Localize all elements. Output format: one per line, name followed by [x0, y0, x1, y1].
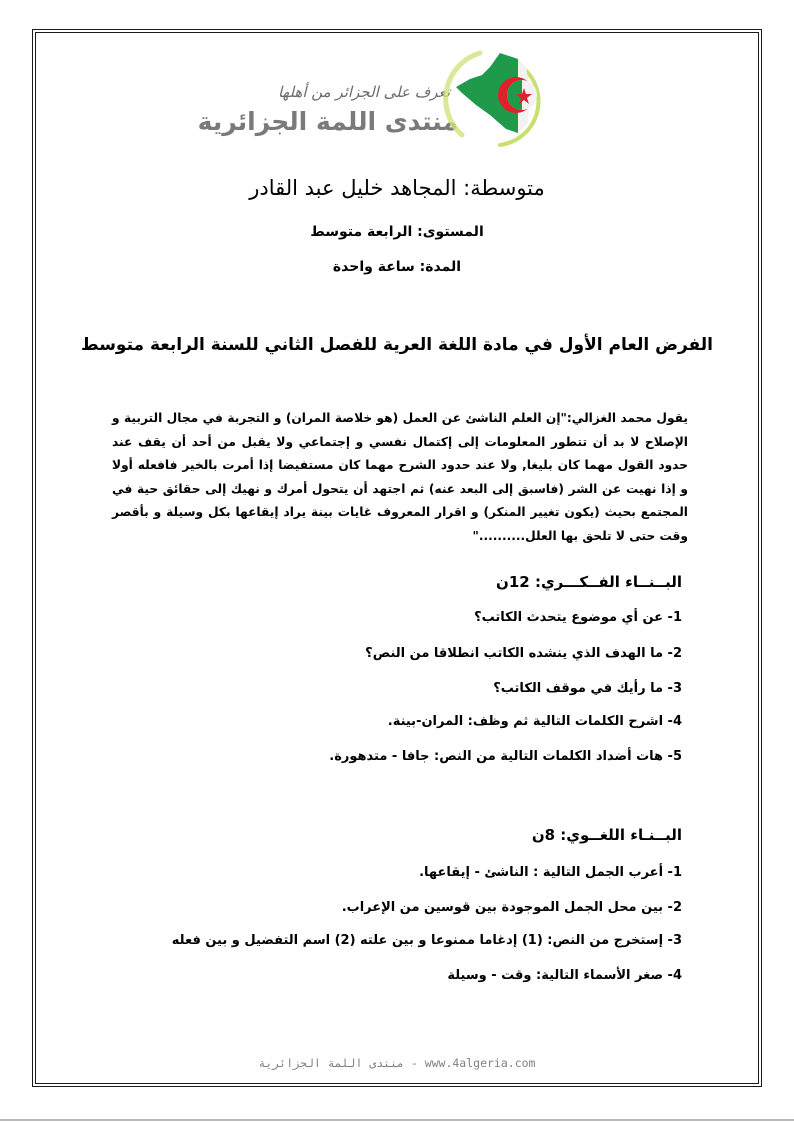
logo-tagline: تعرف على الجزائر من أهلها — [277, 83, 450, 101]
question-item: 3- ما رأيك في موقف الكاتب؟ — [493, 681, 682, 696]
question-item: 5- هات أضداد الكلمات التالية من النص: جافا - متدهورة. — [329, 749, 682, 764]
exam-title: الفرض العام الأول في مادة اللغة العرية للفصل الثاني للسنة الرابعة متوسط — [81, 335, 713, 355]
forum-logo — [197, 45, 550, 150]
page-footer: منتدى اللمة الجزائرية - www.4algeria.com — [258, 1056, 536, 1070]
school-name: متوسطة: المجاهد خليل عبد القادر — [249, 176, 545, 200]
question-item: 4- اشرح الكلمات التالية ثم وظف: المران-بينة. — [387, 714, 682, 729]
logo-name: منتدى اللمة الجزائرية — [197, 107, 458, 136]
section-title-comprehension: البــنــاء الفــكـــري: 12ن — [496, 573, 682, 591]
duration-label: المدة: ساعة واحدة — [332, 259, 462, 275]
question-item: 2- بين محل الجمل الموجودة بين قوسين من الإعراب. — [341, 900, 682, 915]
section-title-language: البــنـاء اللغــوي: 8ن — [531, 826, 682, 844]
question-item: 1- عن أي موضوع يتحدث الكاتب؟ — [474, 610, 682, 625]
question-item: 4- صغر الأسماء التالية: وقت - وسيلة — [447, 968, 682, 983]
question-item: 1- أعرب الجمل التالية : الناشئ - إيقاعها. — [419, 865, 682, 880]
page-bottom-rule — [0, 1119, 794, 1121]
question-item: 3- إستخرج من النص: (1) إدغاما ممنوعا و بين علته (2) اسم التفضيل و بين فعله — [171, 933, 682, 948]
reading-passage: يقول محمد الغزالي:"إن العلم الناشئ عن العمل (هو خلاصة المران) و التجربة في مجال التربية و الإصلاح لا بد أن تتطور المعلومات إلى إكتمال نفسي و إجتماعي ولا يقبل من أحد أن يقف عند حدود القول مهما كان بليغا, ولا عند حدود الشرح مهما كان مستفيضا إذا أمرت بالخير فافعله أولا و إذا نهيت عن الشر (فاسبق إلى البعد عنه) ثم اجتهد أن يتحول أمرك و نهيك إلى حقائق حية في المجتمع بحيث (يكون تغيير المنكر) و اقرار المعروف غايات بينة يراد إيقاعها بكل وسيلة و بأقصر وقت حتى لا تلحق بها العلل.........." — [112, 411, 688, 543]
algeria-map-flag-icon — [440, 45, 550, 150]
level-label: المستوى: الرابعة متوسط — [310, 224, 484, 240]
question-item: 2- ما الهدف الذي ينشده الكاتب انطلاقا من النص؟ — [365, 646, 682, 661]
